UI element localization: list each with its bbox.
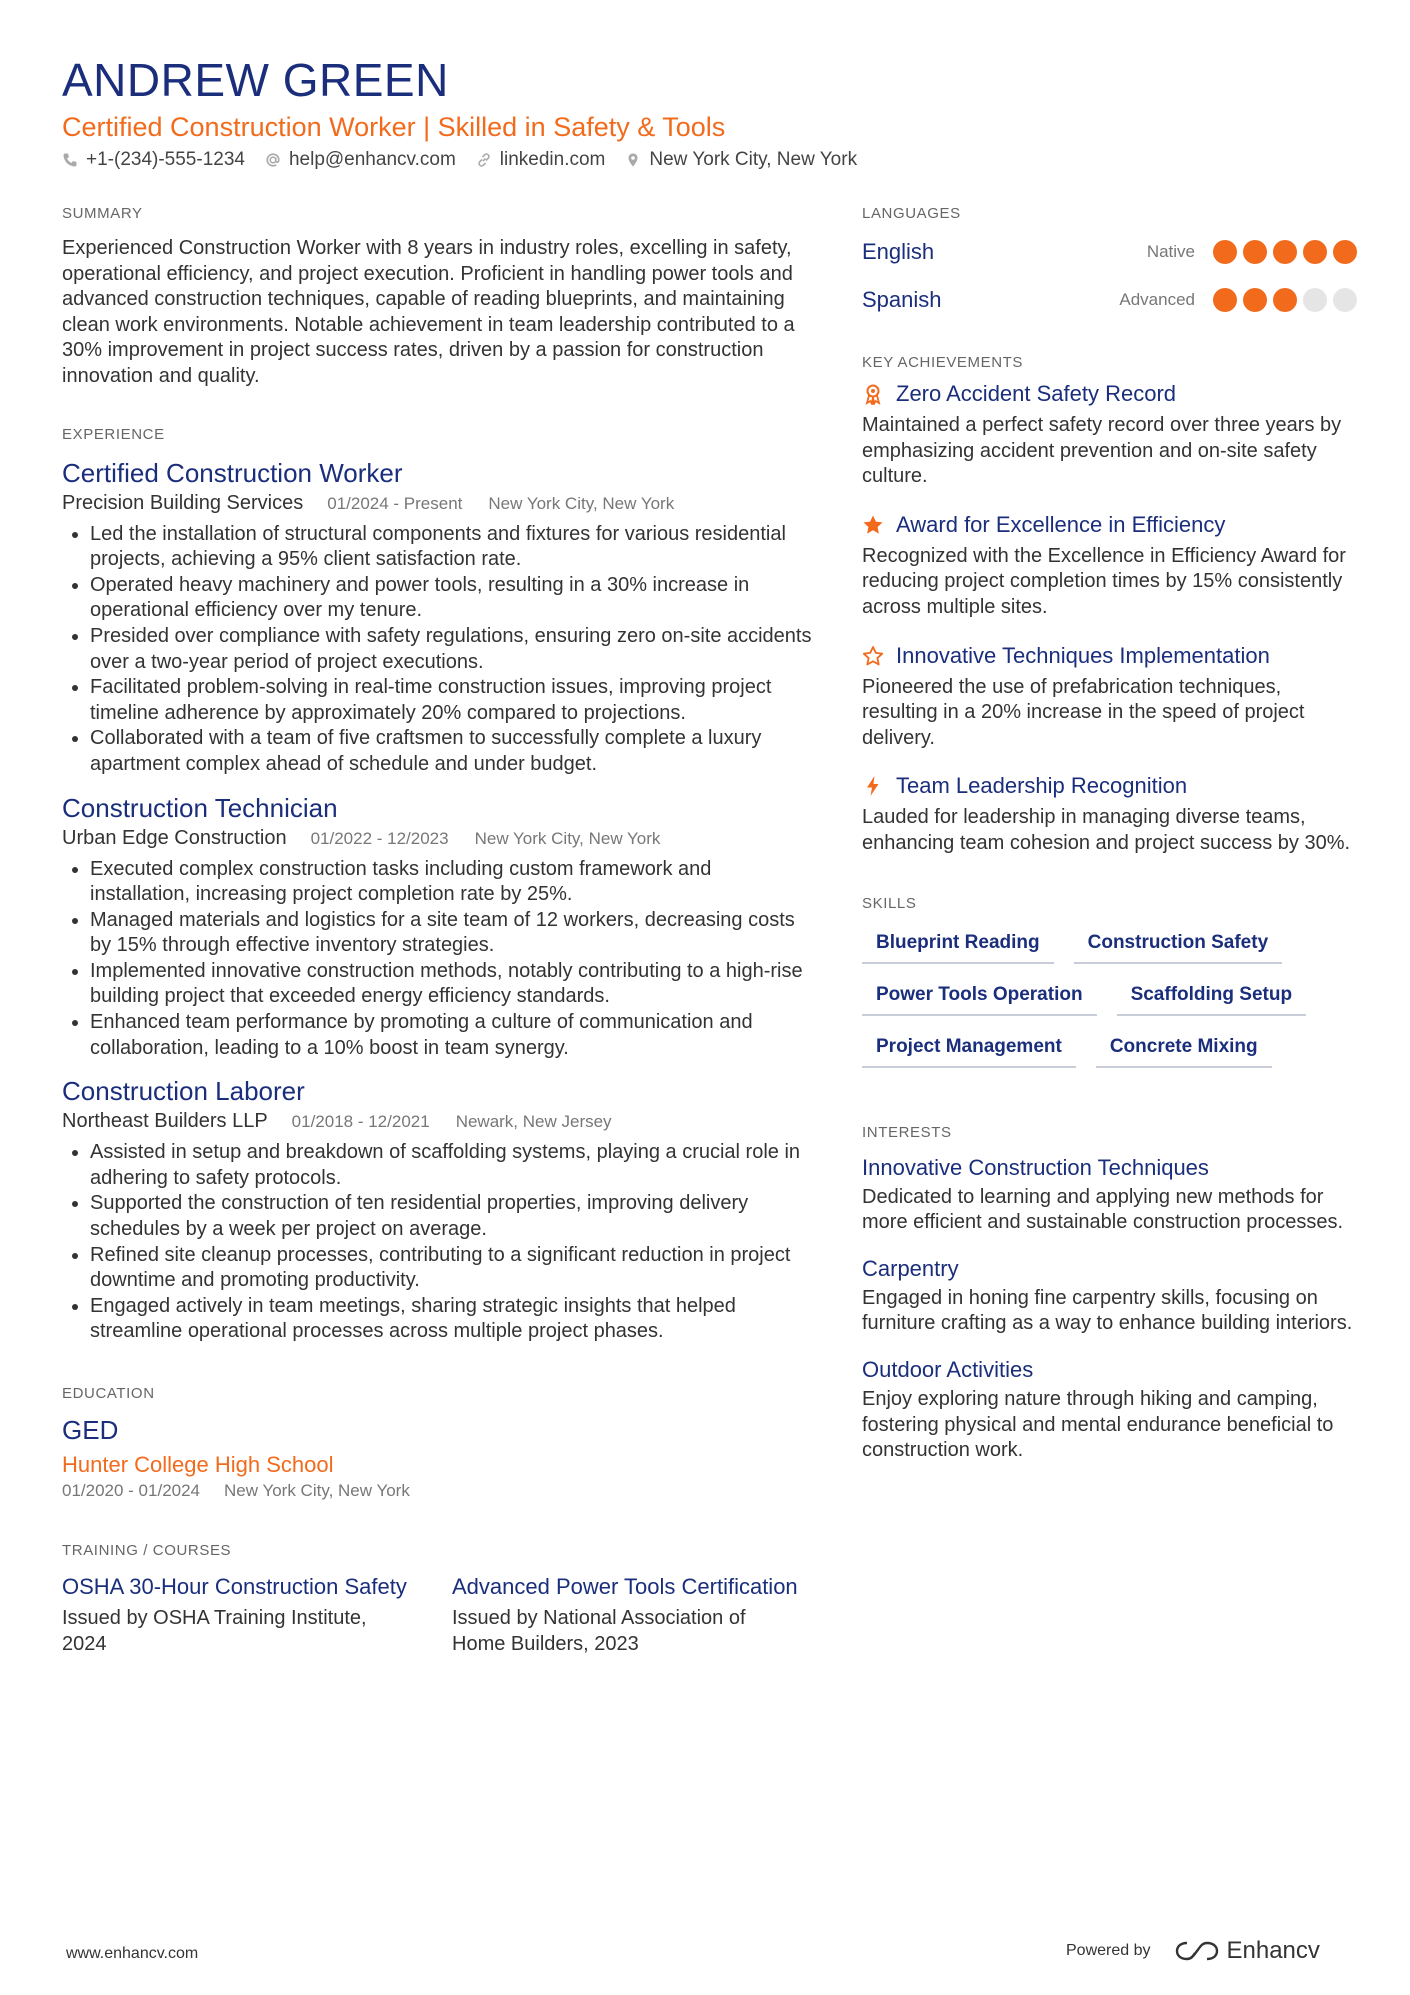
job-entry: [62, 1075, 812, 1345]
job-company: Urban Edge Construction: [62, 826, 287, 849]
language-rating: [1213, 240, 1357, 264]
skill-tag: Power Tools Operation: [862, 980, 1097, 1016]
skill-tag: Construction Safety: [1074, 928, 1283, 964]
achievement-item: [862, 379, 1357, 490]
education-heading: EDUCATION: [62, 1385, 155, 1402]
job-title: Construction Laborer: [62, 1076, 305, 1107]
job-bullet: • Led the installation of structural components and fixtures for various residential projects, achieving a 95% client satisfaction rate.: [90, 522, 812, 573]
job-bullet: • Managed materials and logistics for a site team of 12 workers, decreasing costs by 15% through effective inventory strategies.: [90, 908, 812, 959]
skill-tag: Concrete Mixing: [1096, 1032, 1272, 1068]
interests-heading: INTERESTS: [862, 1123, 952, 1141]
lightning-icon: [862, 775, 884, 797]
achievement-text: Lauded for leadership in managing diverse teams, enhancing team cohesion and project success by 30%.: [862, 806, 1351, 854]
achievement-title: Team Leadership Recognition: [896, 773, 1188, 799]
course-title: Advanced Power Tools Certification: [452, 1574, 798, 1599]
achievement-item: [862, 510, 1357, 621]
language-rating: [1213, 288, 1357, 312]
contact-phone: [62, 147, 245, 173]
education-meta: [62, 1480, 812, 1502]
phone-text: +1-(234)-555-1234: [86, 149, 245, 170]
achievement-header: [862, 510, 1357, 540]
job-company: Precision Building Services: [62, 491, 304, 514]
brand-name: Enhancv: [1226, 1937, 1320, 1964]
achievement-title: Innovative Techniques Implementation: [896, 642, 1270, 668]
summary-text: Experienced Construction Worker with 8 years in industry roles, excelling in safety, operational efficiency, and project execution. Proficient in handling power tools and advanced construction techniques, capable of reading blueprints, and maintaining clean work environments. Notable achievement in team leadership contributed to a 30% improvement in project success rates, driven by a passion for construction innovation and quality.: [62, 237, 795, 387]
contact-linkedin[interactable]: [476, 147, 606, 173]
education-dates: 01/2020 - 01/2024: [62, 1481, 201, 1500]
at-sign-icon: [265, 152, 281, 168]
interest-title: Carpentry: [862, 1255, 959, 1281]
job-bullet: • Assisted in setup and breakdown of scaffolding systems, playing a crucial role in adhering to safety protocols.: [90, 1140, 812, 1191]
achievements-heading: KEY ACHIEVEMENTS: [862, 354, 1024, 371]
achievement-text: Recognized with the Excellence in Efficiency Award for reducing project completion times by 15% consistently across multiple sites.: [862, 544, 1346, 618]
job-company: Northeast Builders LLP: [62, 1110, 268, 1133]
achievement-title: Award for Excellence in Efficiency: [896, 511, 1226, 537]
job-location: New York City, New York: [474, 828, 661, 848]
language-level: Advanced: [1119, 290, 1195, 309]
job-bullet: • Enhanced team performance by promoting a culture of communication and collaboration, leading to a 10% boost in team synergy.: [90, 1010, 812, 1061]
brand-logo[interactable]: [1175, 1937, 1320, 1965]
phone-icon: [62, 152, 78, 168]
education-location: New York City, New York: [224, 1481, 410, 1500]
rating-dot-filled: [1273, 240, 1297, 264]
location-text: New York City, New York: [649, 149, 858, 170]
job-bullet: • Implemented innovative construction methods, notably contributing to a high-rise building project that exceeded energy efficiency standards.: [90, 959, 812, 1010]
achievement-title: Zero Accident Safety Record: [896, 381, 1177, 406]
job-bullet: • Executed complex construction tasks including custom framework and installation, increasing project completion rate by 25%.: [90, 857, 812, 908]
job-bullet: • Engaged actively in team meetings, sharing strategic insights that helped streamline operational processes across multiple project phases.: [90, 1294, 812, 1345]
job-bullet: • Collaborated with a team of five craftsmen to successfully complete a luxury apartment complex ahead of schedule and under budget.: [90, 726, 812, 777]
job-bullet: • Supported the construction of ten residential properties, improving delivery schedules by a week per project on average.: [90, 1191, 812, 1242]
footer-website[interactable]: www.enhancv.com: [66, 1945, 199, 1962]
candidate-name: ANDREW GREEN: [62, 54, 449, 106]
enhancv-logo-icon: [1175, 1939, 1219, 1963]
language-name: Spanish: [862, 287, 942, 312]
achievement-header: [862, 379, 1357, 409]
skill-tag: Project Management: [862, 1032, 1076, 1068]
left-column: [62, 205, 812, 1657]
education-degree: GED: [62, 1415, 119, 1445]
rating-dot-filled: [1303, 240, 1327, 264]
achievement-text: Pioneered the use of prefabrication techniques, resulting in a 20% increase in the speed of project delivery.: [862, 675, 1305, 749]
job-bullet: • Facilitated problem-solving in real-time construction issues, improving project timeline adherence by approximately 20% compared to projections.: [90, 675, 812, 726]
award-ribbon-icon: [862, 383, 884, 405]
language-name: English: [862, 239, 935, 264]
course-title: OSHA 30-Hour Construction Safety: [62, 1574, 407, 1599]
language-item: [862, 228, 1357, 276]
rating-dot-empty: [1303, 288, 1327, 312]
linkedin-text: linkedin.com: [499, 149, 606, 170]
language-item: [862, 276, 1357, 324]
skill-list: [862, 928, 1362, 1068]
contact-bar: [62, 147, 857, 173]
training-heading: TRAINING / COURSES: [62, 1542, 232, 1559]
course-item: [452, 1573, 802, 1657]
job-dates: 01/2018 - 12/2021: [291, 1112, 430, 1132]
job-dates: 01/2024 - Present: [327, 493, 463, 513]
summary-heading: SUMMARY: [62, 205, 143, 222]
achievement-item: [862, 641, 1357, 752]
contact-email[interactable]: [265, 147, 456, 173]
job-entry: [62, 457, 812, 778]
language-level: Native: [1146, 242, 1195, 261]
job-bullets: [62, 857, 812, 1062]
job-location: New York City, New York: [488, 493, 675, 513]
candidate-title: Certified Construction Worker | Skilled in Safety & Tools: [62, 112, 726, 142]
rating-dot-filled: [1213, 288, 1237, 312]
job-entry: [62, 792, 812, 1062]
job-bullet: • Refined site cleanup processes, contributing to a significant reduction in project downtime and promoting productivity.: [90, 1243, 812, 1294]
interest-title: Innovative Construction Techniques: [862, 1154, 1209, 1180]
footer-branding: [1066, 1937, 1320, 1965]
course-issuer: Issued by National Association of Home Builders, 2023: [452, 1607, 746, 1655]
job-meta: [62, 1107, 812, 1136]
rating-dot-filled: [1333, 240, 1357, 264]
job-meta: [62, 489, 812, 518]
job-title: Construction Technician: [62, 792, 338, 823]
interest-item: [862, 1355, 1357, 1464]
rating-dot-filled: [1243, 240, 1267, 264]
powered-by-text: Powered by: [1066, 1942, 1151, 1959]
interest-item: [862, 1254, 1357, 1337]
achievement-text: Maintained a perfect safety record over three years by emphasizing accident prevention and on-site safety culture.: [862, 414, 1342, 488]
star-filled-icon: [862, 514, 884, 536]
education-school: Hunter College High School: [62, 1452, 334, 1477]
interest-item: [862, 1153, 1357, 1236]
experience-heading: EXPERIENCE: [62, 425, 165, 443]
job-bullet: • Operated heavy machinery and power tools, resulting in a 30% increase in operational efficiency over my tenure.: [90, 573, 812, 624]
right-column: [862, 205, 1357, 1464]
interest-text: Engaged in honing fine carpentry skills, focusing on furniture crafting as a way to enhance building interiors.: [862, 1286, 1353, 1335]
course-item: [62, 1573, 412, 1657]
link-icon: [476, 152, 492, 168]
rating-dot-empty: [1333, 288, 1357, 312]
job-dates: 01/2022 - 12/2023: [310, 828, 449, 848]
job-bullet: • Presided over compliance with safety regulations, ensuring zero on-site accidents over a two-year period of project executions.: [90, 624, 812, 675]
job-location: Newark, New Jersey: [455, 1112, 612, 1132]
rating-dot-filled: [1243, 288, 1267, 312]
location-pin-icon: [625, 152, 641, 168]
star-outline-icon: [862, 645, 884, 667]
rating-dot-filled: [1213, 240, 1237, 264]
job-bullets: [62, 1140, 812, 1345]
rating-dot-filled: [1273, 288, 1297, 312]
achievement-header: [862, 771, 1357, 801]
email-text: help@enhancv.com: [288, 149, 456, 170]
language-list: [862, 228, 1357, 324]
job-meta: [62, 824, 812, 853]
skill-tag: Scaffolding Setup: [1117, 980, 1307, 1016]
achievement-header: [862, 641, 1357, 671]
interest-text: Dedicated to learning and applying new methods for more efficient and sustainable construction processes.: [862, 1185, 1344, 1234]
course-issuer: Issued by OSHA Training Institute, 2024: [62, 1607, 367, 1655]
job-title: Certified Construction Worker: [62, 457, 403, 488]
skills-heading: SKILLS: [862, 894, 917, 912]
contact-location: [625, 147, 857, 173]
job-bullets: [62, 522, 812, 778]
languages-heading: LANGUAGES: [862, 205, 961, 222]
skill-tag: Blueprint Reading: [862, 928, 1054, 964]
course-list: [62, 1573, 812, 1657]
achievement-item: [862, 771, 1357, 856]
interest-text: Enjoy exploring nature through hiking and camping, fostering physical and mental endurance beneficial to construction work.: [862, 1387, 1334, 1462]
interest-title: Outdoor Activities: [862, 1356, 1034, 1382]
